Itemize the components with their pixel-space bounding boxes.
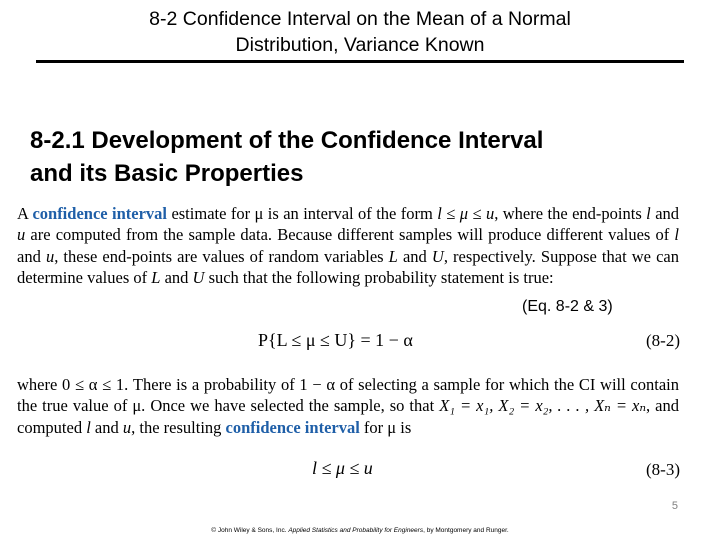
text-run: and [650, 204, 680, 223]
copyright-footer [0, 527, 720, 534]
definition-paragraph [17, 203, 679, 288]
text-run: estimate for μ is an interval of the form [167, 204, 438, 223]
equation-number-8-2: (8-2) [646, 331, 680, 350]
title-underline [36, 60, 684, 63]
variable-U: U [192, 267, 205, 287]
variable-u: u [17, 225, 26, 245]
text-run: , respectively. Suppose that we can determine values of [17, 246, 680, 287]
slide-title-line-2: Distribution, Variance Known [235, 34, 485, 56]
footer-text: © John Wiley & Sons, Inc. [211, 527, 289, 534]
text-run: such that the following probability statement is true: [204, 267, 554, 287]
variable-L: L [388, 246, 398, 266]
equation-number-8-3: (8-3) [646, 460, 680, 479]
interval-form: l ≤ μ ≤ u [437, 204, 495, 223]
variable-l: l [646, 204, 651, 223]
text-run: where 0 ≤ α ≤ 1. There is a probability of 1 − α of selecting a sample for which the CI will contain the true value of μ. Once we have selected the sample, so that [17, 375, 679, 416]
section-heading-line-1: 8-2.1 Development of the Confidence Interval [30, 127, 544, 154]
variable-u: u [122, 417, 132, 437]
slide-title-line-1: 8-2 Confidence Interval on the Mean of a Normal [149, 8, 571, 30]
book-title: Applied Statistics and Probability for Engineers [288, 527, 424, 534]
sample-assignment: X₁ = x₁, X₂ = x₂, . . . , Xₙ = xₙ [439, 396, 647, 416]
text-run: and [90, 417, 123, 437]
text-run: A [17, 204, 33, 223]
text-run: for μ is [359, 417, 412, 437]
text-run: and [160, 267, 193, 287]
variable-l: l [674, 225, 679, 245]
text-run: , the resulting [131, 417, 226, 437]
interval-equation: l ≤ μ ≤ u [312, 458, 373, 478]
equation-reference: (Eq. 8-2 & 3) [522, 298, 613, 315]
text-run: , where the end-points [494, 204, 647, 223]
text-run: and [397, 246, 432, 266]
confidence-interval-term: confidence interval [32, 204, 168, 223]
footer-text: , by Montgomery and Runger. [423, 527, 509, 534]
text-run: , and computed [17, 396, 679, 437]
section-heading-line-2: and its Basic Properties [30, 160, 304, 187]
variable-u: u [45, 246, 55, 266]
slide-title [60, 6, 660, 58]
variable-L: L [151, 267, 161, 287]
variable-U: U [431, 246, 444, 266]
text-run: and [17, 246, 46, 266]
probability-equation: P{L ≤ μ ≤ U} = 1 − α [258, 330, 413, 350]
variable-l: l [86, 417, 91, 437]
page-number: 5 [671, 500, 678, 512]
confidence-interval-term: confidence interval [225, 417, 360, 437]
text-run: , these end-points are values of random variables [54, 246, 389, 266]
text-run: are computed from the sample data. Because different samples will produce different values of [25, 225, 675, 245]
interpretation-paragraph [17, 374, 679, 438]
